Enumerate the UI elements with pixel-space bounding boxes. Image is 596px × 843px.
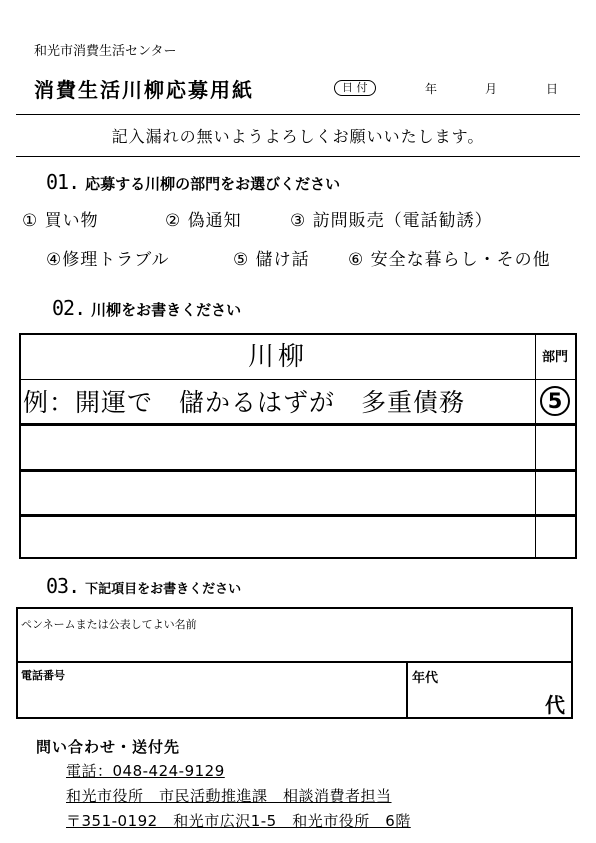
info-rule bbox=[18, 661, 571, 663]
section1-number: 01. bbox=[46, 170, 80, 194]
year-label: 年 bbox=[425, 82, 438, 96]
example-department-number: 5 bbox=[540, 386, 570, 416]
category-option-6[interactable]: ⑥ 安全な暮らし・その他 bbox=[348, 250, 551, 270]
category-option-2-wrap bbox=[165, 206, 242, 231]
category-option-5-wrap bbox=[233, 245, 310, 270]
section2-number: 02. bbox=[52, 296, 86, 320]
age-suffix: 代 bbox=[545, 693, 565, 717]
senryu-table bbox=[19, 333, 577, 559]
senryu-column-header: 川柳 bbox=[247, 342, 308, 372]
phone-field[interactable] bbox=[18, 683, 404, 717]
category-option-4[interactable]: ④修理トラブル bbox=[46, 250, 170, 270]
department-column-header: 部門 bbox=[541, 350, 568, 365]
category-option-1[interactable]: ① 買い物 bbox=[22, 211, 99, 231]
section1-heading bbox=[46, 170, 340, 194]
section3-title: 下記項目をお書きください bbox=[85, 582, 242, 597]
section3-number: 03. bbox=[46, 574, 80, 598]
department-input-1[interactable] bbox=[537, 426, 575, 469]
category-option-6-wrap bbox=[348, 245, 551, 270]
age-field[interactable] bbox=[410, 683, 530, 717]
divider-top bbox=[16, 114, 580, 115]
category-row-1 bbox=[22, 206, 99, 231]
notice-text: 記入漏れの無いようよろしくお願いいたします。 bbox=[111, 127, 485, 146]
example-senryu: 例：開運で 儲かるはずが 多重債務 bbox=[23, 388, 466, 417]
organization-name: 和光市消費生活センター bbox=[34, 44, 177, 59]
table-rule bbox=[21, 379, 575, 380]
category-option-3[interactable]: ③ 訪問販売（電話勧誘） bbox=[290, 211, 493, 231]
category-option-2[interactable]: ② 偽通知 bbox=[165, 211, 242, 231]
pen-name-label: ペンネームまたは公表してよい名前 bbox=[21, 618, 197, 631]
age-label: 年代 bbox=[412, 671, 439, 686]
section2-title: 川柳をお書きください bbox=[91, 301, 242, 319]
category-row-2 bbox=[46, 245, 170, 270]
pen-name-field[interactable] bbox=[18, 631, 571, 661]
date-badge: 日 付 bbox=[334, 80, 376, 96]
day-label: 日 bbox=[546, 82, 559, 96]
contact-address: 〒351-0192 和光市広沢1-5 和光市役所 6階 bbox=[66, 812, 411, 830]
category-option-3-wrap bbox=[290, 206, 493, 231]
department-input-3[interactable] bbox=[537, 517, 575, 557]
contact-phone: 電話：048-424-9129 bbox=[66, 762, 225, 780]
section3-heading bbox=[46, 574, 241, 598]
contact-heading: 問い合わせ・送付先 bbox=[36, 738, 181, 756]
senryu-input-3[interactable] bbox=[21, 517, 533, 557]
senryu-input-1[interactable] bbox=[21, 426, 533, 469]
phone-label: 電話番号 bbox=[21, 669, 65, 682]
section1-title: 応募する川柳の部門をお選びください bbox=[85, 175, 341, 193]
category-option-5[interactable]: ⑤ 儲け話 bbox=[233, 250, 310, 270]
table-divider bbox=[535, 335, 536, 557]
form-title: 消費生活川柳応募用紙 bbox=[34, 78, 254, 102]
senryu-input-2[interactable] bbox=[21, 472, 533, 514]
example-department-cell bbox=[535, 380, 575, 424]
section2-heading bbox=[52, 296, 241, 320]
info-divider bbox=[406, 662, 408, 717]
contact-office: 和光市役所 市民活動推進課 相談消費者担当 bbox=[66, 787, 392, 805]
applicant-info-table bbox=[16, 607, 573, 719]
department-input-2[interactable] bbox=[537, 472, 575, 514]
month-label: 月 bbox=[485, 82, 498, 96]
divider-bottom bbox=[16, 156, 580, 157]
